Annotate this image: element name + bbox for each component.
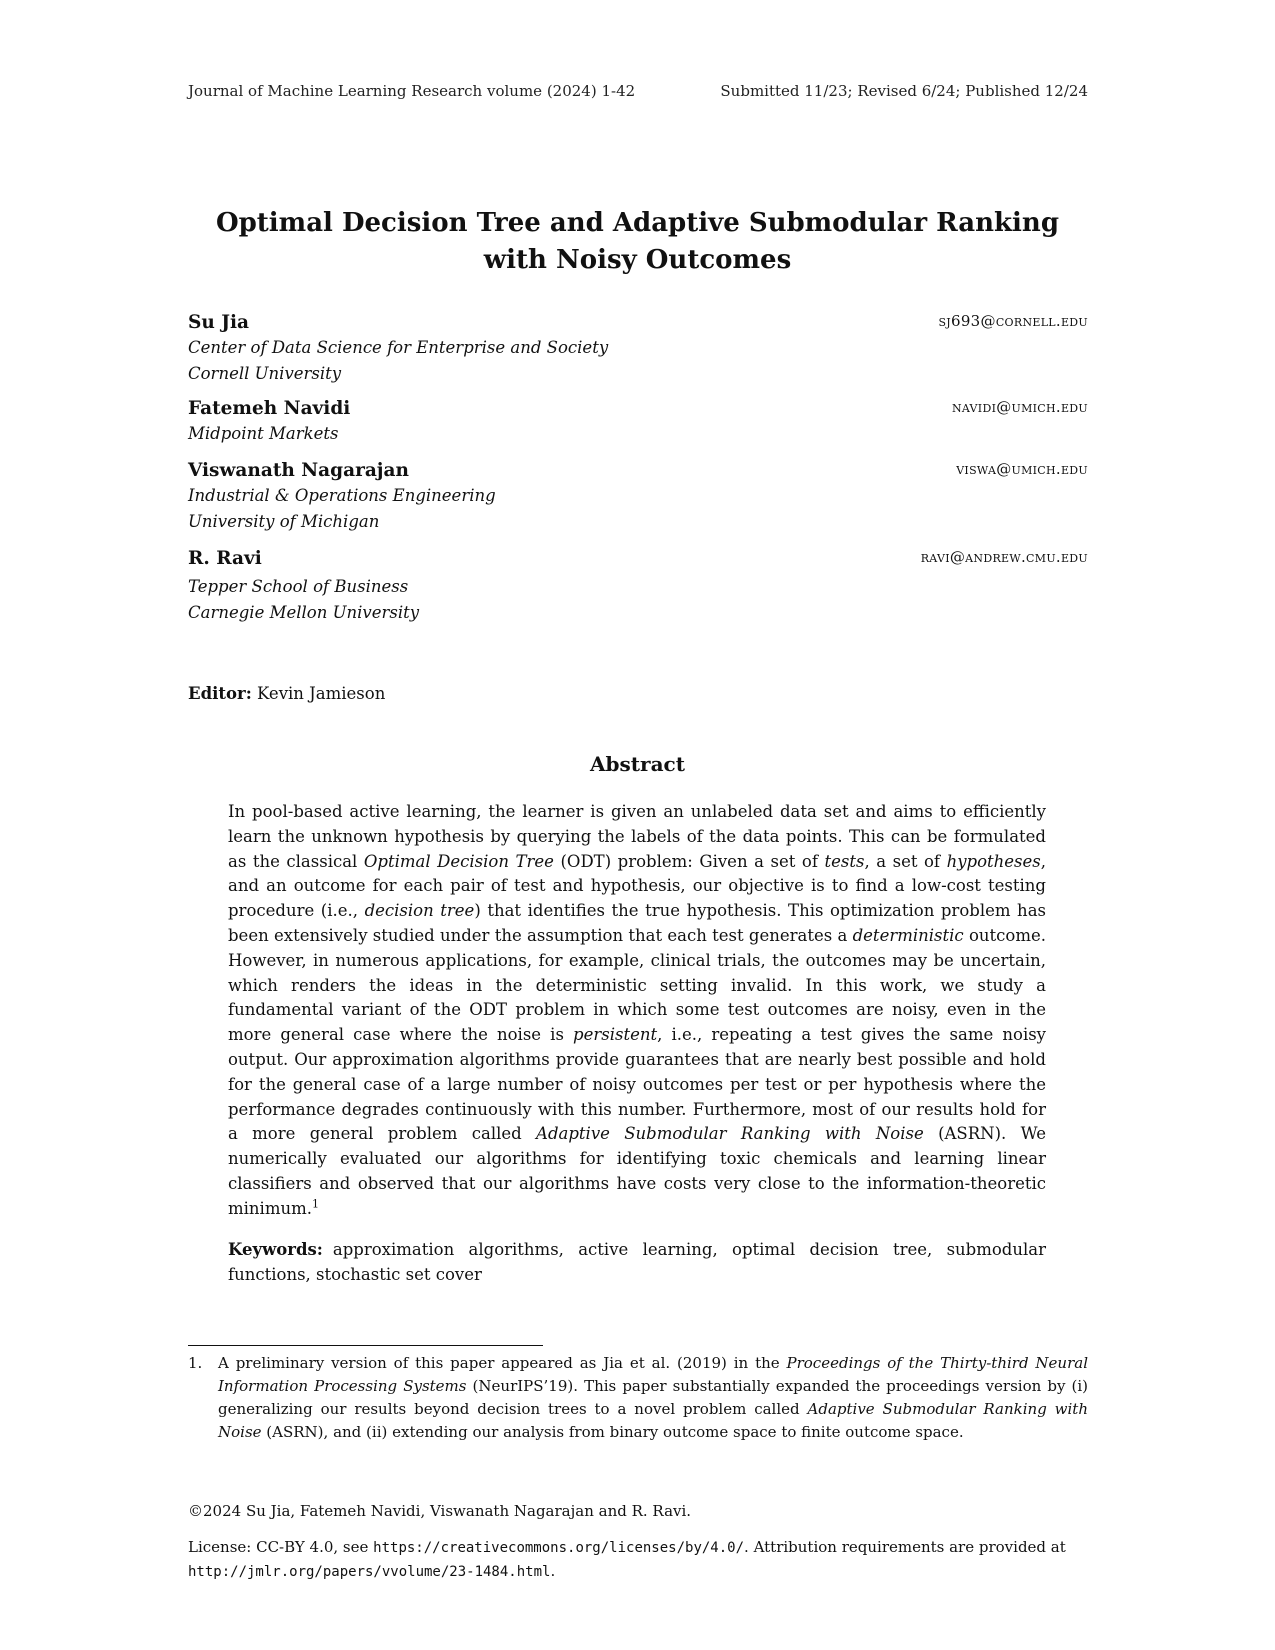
author-affiliation-line: University of Michigan [188,512,380,531]
author-name: Su Jia [188,312,250,333]
abstract-text: , a set of [864,851,947,871]
abstract-emphasis: Optimal Decision Tree [363,851,554,871]
keywords [228,1238,1046,1288]
author-email[interactable]: viswa@umich.edu [956,460,1088,478]
running-header-journal: Journal of Machine Learning Research volume (2024) 1-42 [188,82,636,100]
abstract-text: outcome. However, in numerous applications, for example, clinical trials, the outcomes may be uncertain, which renders the ideas in the deterministic setting invalid. In this work, we study a fundamental variant of the ODT problem in which some test outcomes are noisy, even in the more general case where the noise is [228,925,1046,1045]
abstract-emphasis: Adaptive Submodular Ranking with Noise [536,1124,924,1144]
abstract-emphasis: decision tree [364,901,475,921]
abstract-text: , and an outcome for each pair of test and hypothesis, our objective is to find a low-cost testing procedure (i.e., [228,851,1046,921]
abstract-body [228,800,1046,1222]
author-affiliation-line: Industrial & Operations Engineering [188,486,496,505]
footnote-marker[interactable]: 1 [312,1197,319,1211]
title-line-1: Optimal Decision Tree and Adaptive Submodular Ranking [215,208,1060,238]
abstract-text: In pool-based active learning, the learner is given an unlabeled data set and aims to efficiently learn the unknown hypothesis by querying the labels of the data points. This can be formulated as the classical [228,802,1046,871]
abstract-text: (ASRN). We numerically evaluated our algorithms for identifying toxic chemicals and learning linear classifiers and observed that our algorithms have costs very close to the information-theoretic minimum. [228,1124,1046,1218]
abstract-emphasis: hypotheses [946,851,1041,871]
running-header-dates: Submitted 11/23; Revised 6/24; Published 12/24 [720,82,1088,100]
keywords-label: Keywords: [228,1240,323,1259]
footnote-body [218,1352,1088,1444]
author-affiliation-line: Carnegie Mellon University [188,603,420,622]
footnote-text: A preliminary version of this paper appeared as Jia et al. (2019) in the [218,1354,787,1372]
author-block-4 [188,546,1088,626]
editor-label: Editor: [188,684,252,703]
footnote-emphasis: Adaptive Submodular Ranking with Noise [218,1400,1088,1441]
author-name: Viswanath Nagarajan [188,460,409,481]
author-name: R. Ravi [188,548,262,569]
author-affiliation-line: Cornell University [188,364,342,383]
keywords-text: approximation algorithms, active learning, optimal decision tree, submodular functions, stochastic set cover [228,1240,1046,1284]
author-block-1 [188,310,1088,387]
footnote-rule [188,1345,543,1346]
license-text: License: CC-BY 4.0, see [188,1538,374,1556]
author-affiliation-line: Center of Data Science for Enterprise and Society [188,338,609,357]
abstract-text: ) that identifies the true hypothesis. This optimization problem has been extensively studied under the assumption that each test generates a [228,901,1046,945]
jmlr-url-link[interactable]: http://jmlr.org/papers/vvolume/23-1484.html [188,1564,551,1580]
abstract-emphasis: deterministic [852,925,964,945]
license-url-link[interactable]: https://creativecommons.org/licenses/by/4.0/ [373,1540,745,1556]
editor-name: Kevin Jamieson [257,684,386,703]
copyright-notice: ©2024 Su Jia, Fatemeh Navidi, Viswanath Nagarajan and R. Ravi. [188,1502,692,1520]
abstract-text: (ODT) problem: Given a set of [553,851,825,871]
author-block-3 [188,458,1088,535]
author-email[interactable]: ravi@andrew.cmu.edu [920,548,1088,566]
author-name: Fatemeh Navidi [188,398,351,419]
abstract-heading: Abstract [590,752,685,776]
author-affiliation-line: Midpoint Markets [188,424,339,443]
license-notice [188,1536,1088,1584]
author-block-2 [188,396,1088,447]
author-email[interactable]: sj693@cornell.edu [938,312,1088,330]
author-affiliation-line: Tepper School of Business [188,577,409,596]
footnote-emphasis: Proceedings of the Thirty-third Neural Information Processing Systems [218,1354,1088,1395]
footnote-number: 1. [188,1354,203,1372]
editor-line [188,684,385,703]
license-text: . Attribution requirements are provided at [744,1538,1066,1556]
author-email[interactable]: navidi@umich.edu [951,398,1088,416]
abstract-text: , i.e., repeating a test gives the same noisy output. Our approximation algorithms provide guarantees that are nearly best possible and hold for the general case of a large number of noisy outcomes per test or per hypothesis where the performance degrades continuously with this number. Furthermore, most of our results hold for a more general problem called [228,1025,1047,1144]
abstract-paragraph [228,800,1046,1222]
footnote-text: (ASRN), and (ii) extending our analysis from binary outcome space to finite outcome space. [261,1423,964,1441]
footnote [188,1352,1088,1444]
paper-title [0,205,1275,279]
license-text: . [550,1562,556,1580]
footnote-text: (NeurIPS’19). This paper substantially expanded the proceedings version by (i) generalizing our results beyond decision trees to a novel problem called [218,1377,1088,1418]
abstract-emphasis: persistent [573,1025,658,1045]
abstract-emphasis: tests [824,851,865,871]
title-line-2: with Noisy Outcomes [483,245,792,275]
